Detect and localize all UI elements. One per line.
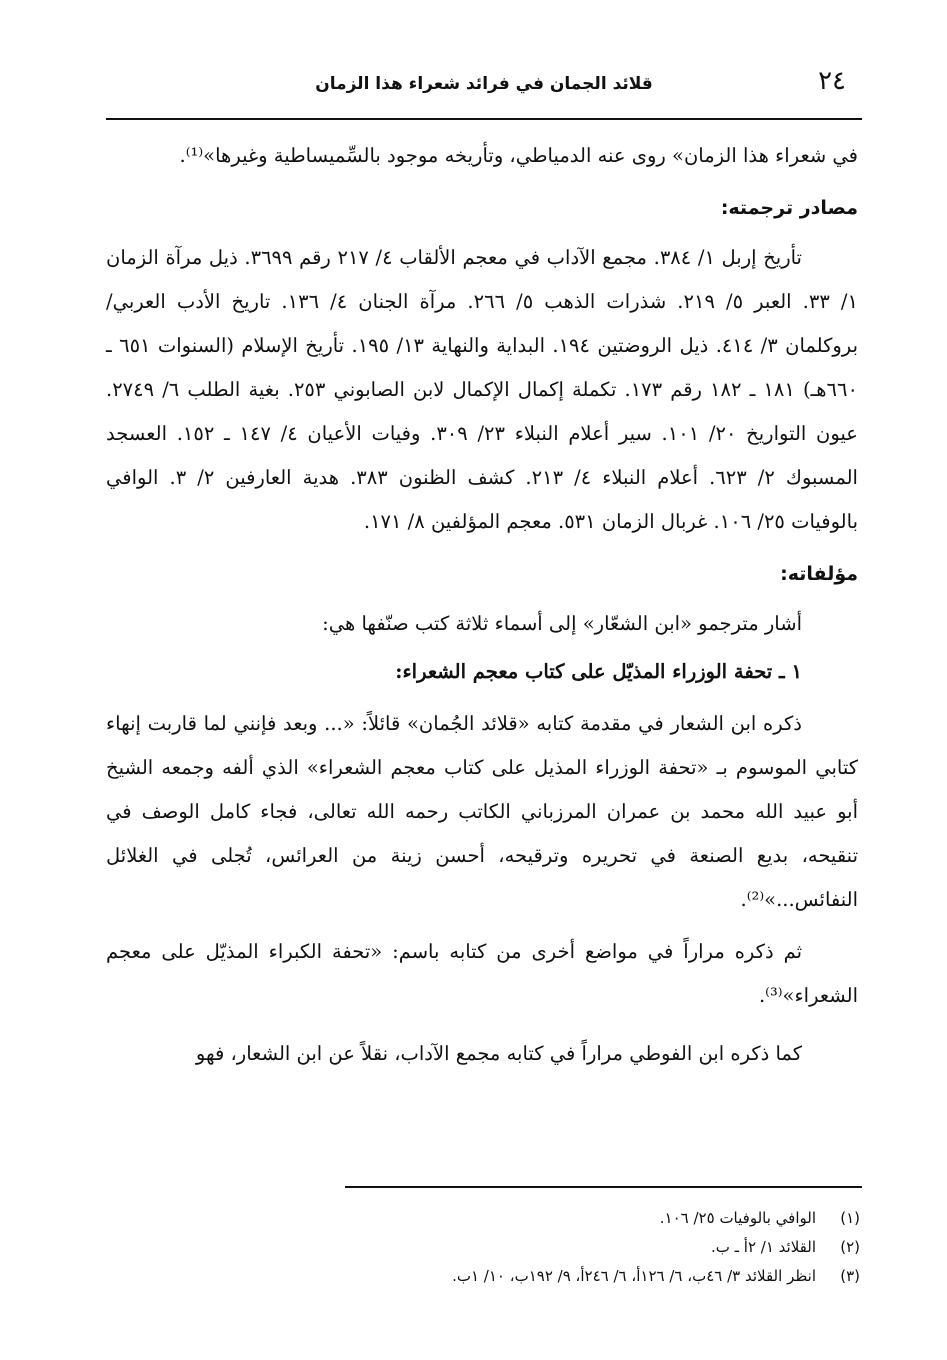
footnote-number: (١) <box>840 1209 860 1227</box>
footnote-rule <box>345 1186 862 1188</box>
running-title: قلائد الجمان في فرائد شعراء هذا الزمان <box>315 74 653 94</box>
footnote-number: (٣) <box>840 1267 860 1285</box>
footnote-text: انظر القلائد ٣/ ٤٦ب، ٦/ ١٢٦أ، ٦/ ٢٤٦أ، ٩/ ١٩٢ب، ١٠/ ١ب. <box>452 1267 816 1285</box>
works-intro-paragraph: أشار مترجمو «ابن الشعّار» إلى أسماء ثلاثة كتب صنّفها هي: <box>322 612 802 635</box>
body-text <box>106 134 858 1076</box>
section-heading-works: مؤلفاته: <box>780 563 858 585</box>
book1-more-paragraph: ثم ذكره مراراً في مواضع أخرى من كتابه باسم: «تحفة الكبراء المذيّل على معجم الشعراء»⁽³⁾. <box>106 940 858 1007</box>
page-number: ٢٤ <box>818 66 846 96</box>
fuwati-paragraph: كما ذكره ابن الفوطي مراراً في كتابه مجمع الآداب، نقلاً عن ابن الشعار، فهو <box>195 1042 802 1065</box>
book1-paragraph: ذكره ابن الشعار في مقدمة كتابه «قلائد الجُمان» قائلاً: «... وبعد فإنني لما قاربت إنهاء كتابي الموسوم بـ «تحفة الوزراء المذيل على كتاب معجم الشعراء» الذي ألفه وجمعه الشيخ أبو عبيد الله محمد بن عمران المرزباني الكاتب رحمه الله تعالى، فجاء كامل الوصف في تنقيحه، بديع الصنعة في تحريره وترقيحه، أحسن زينة من العرائس، تُجلى في الغلائل النفائس...»⁽²⁾. <box>106 712 858 911</box>
footnotes <box>300 1204 860 1291</box>
running-head <box>108 60 860 104</box>
section-heading-sources: مصادر ترجمته: <box>720 197 858 219</box>
footnote-text: القلائد ١/ ٢أ ـ ب. <box>710 1238 816 1256</box>
footnote-text: الوافي بالوفيات ٢٥/ ١٠٦. <box>659 1209 816 1227</box>
footnote-2 <box>300 1233 860 1262</box>
footnote-number: (٢) <box>840 1238 860 1256</box>
sources-paragraph: تأريخ إربل ١/ ٣٨٤. مجمع الآداب في معجم الألقاب ٤/ ٢١٧ رقم ٣٦٩٩. ذيل مرآة الزمان ١/ ٣٣. العبر ٥/ ٢١٩. شذرات الذهب ٥/ ٢٦٦. مرآة الجنان ٤/ ١٣٦. تاريخ الأدب العربي/ بروكلمان ٣/ ٤١٤. ذيل الروضتين ١٩٤. البداية والنهاية ١٣/ ١٩٥. تأريخ الإسلام (السنوات ٦٥١ ـ ٦٦٠هـ) ١٨١ ـ ١٨٢ رقم ١٧٣. تكملة إكمال الإكمال لابن الصابوني ٢٥٣. بغية الطلب ٦/ ٢٧٤٩. عيون التواريخ ٢٠/ ١٠١. سير أعلام النبلاء ٢٣/ ٣٠٩. وفيات الأعيان ٤/ ١٤٧ ـ ١٥٢. العسجد المسبوك ٢/ ٦٢٣. أعلام النبلاء ٤/ ٢١٣. كشف الظنون ٣٨٣. هدية العارفين ٢/ ٣. الوافي بالوفيات ٢٥/ ١٠٦. غربال الزمان ٥٣١. معجم المؤلفين ٨/ ١٧١. <box>106 246 858 533</box>
footnote-1 <box>300 1204 860 1233</box>
header-rule <box>106 118 862 120</box>
intro-paragraph: في شعراء هذا الزمان» روى عنه الدمياطي، وتأريخه موجود بالسِّميساطية وغيرها»⁽¹⁾. <box>179 144 858 167</box>
footnote-3 <box>300 1262 860 1291</box>
book1-heading: ١ ـ تحفة الوزراء المذيّل على كتاب معجم الشعراء: <box>395 660 802 683</box>
